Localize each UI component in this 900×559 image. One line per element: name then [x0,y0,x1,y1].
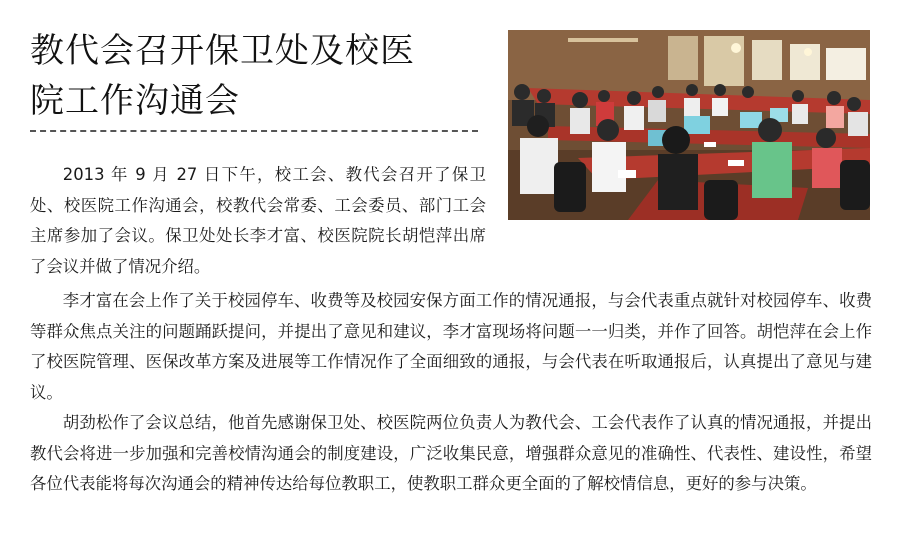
paragraph-2: 李才富在会上作了关于校园停车、收费等及校园安保方面工作的情况通报，与会代表重点就针对校园停车、收费等群众焦点关注的问题踊跃提问，并提出了意见和建议，李才富现场将问题一一归类，并作了回答。胡恺萍在会上作了校医院管理、医保改革方案及进展等工作情况作了全面细致的通报，与会代表在听取通报后，认真提出了意见与建议。 [30,291,872,402]
title-divider [30,130,478,132]
paragraph-3: 胡劲松作了会议总结，他首先感谢保卫处、校医院两位负责人为教代会、工会代表作了认真的情况通报，并提出教代会将进一步加强和完善校情沟通会的制度建设，广泛收集民意，增强群众意见的准确性、代表性、建设性，希望各位代表能将每次沟通会的精神传达给每位教职工，使教职工群众更全面的了解校情信息，更好的参与决策。 [30,413,872,493]
paragraph-1: 2013 年 9 月 27 日下午，校工会、教代会召开了保卫处、校医院工作沟通会，校教代会常委、工会委员、部门工会主席参加了会议。保卫处处长李才富、校医院院长胡恺萍出席了会议并做了情况介绍。 [30,165,486,276]
article-title-line-1: 教代会召开保卫处及校医 [30,31,415,71]
meeting-photo [508,30,870,220]
article-title [30,26,490,126]
article-title-line-2: 院工作沟通会 [30,81,240,121]
